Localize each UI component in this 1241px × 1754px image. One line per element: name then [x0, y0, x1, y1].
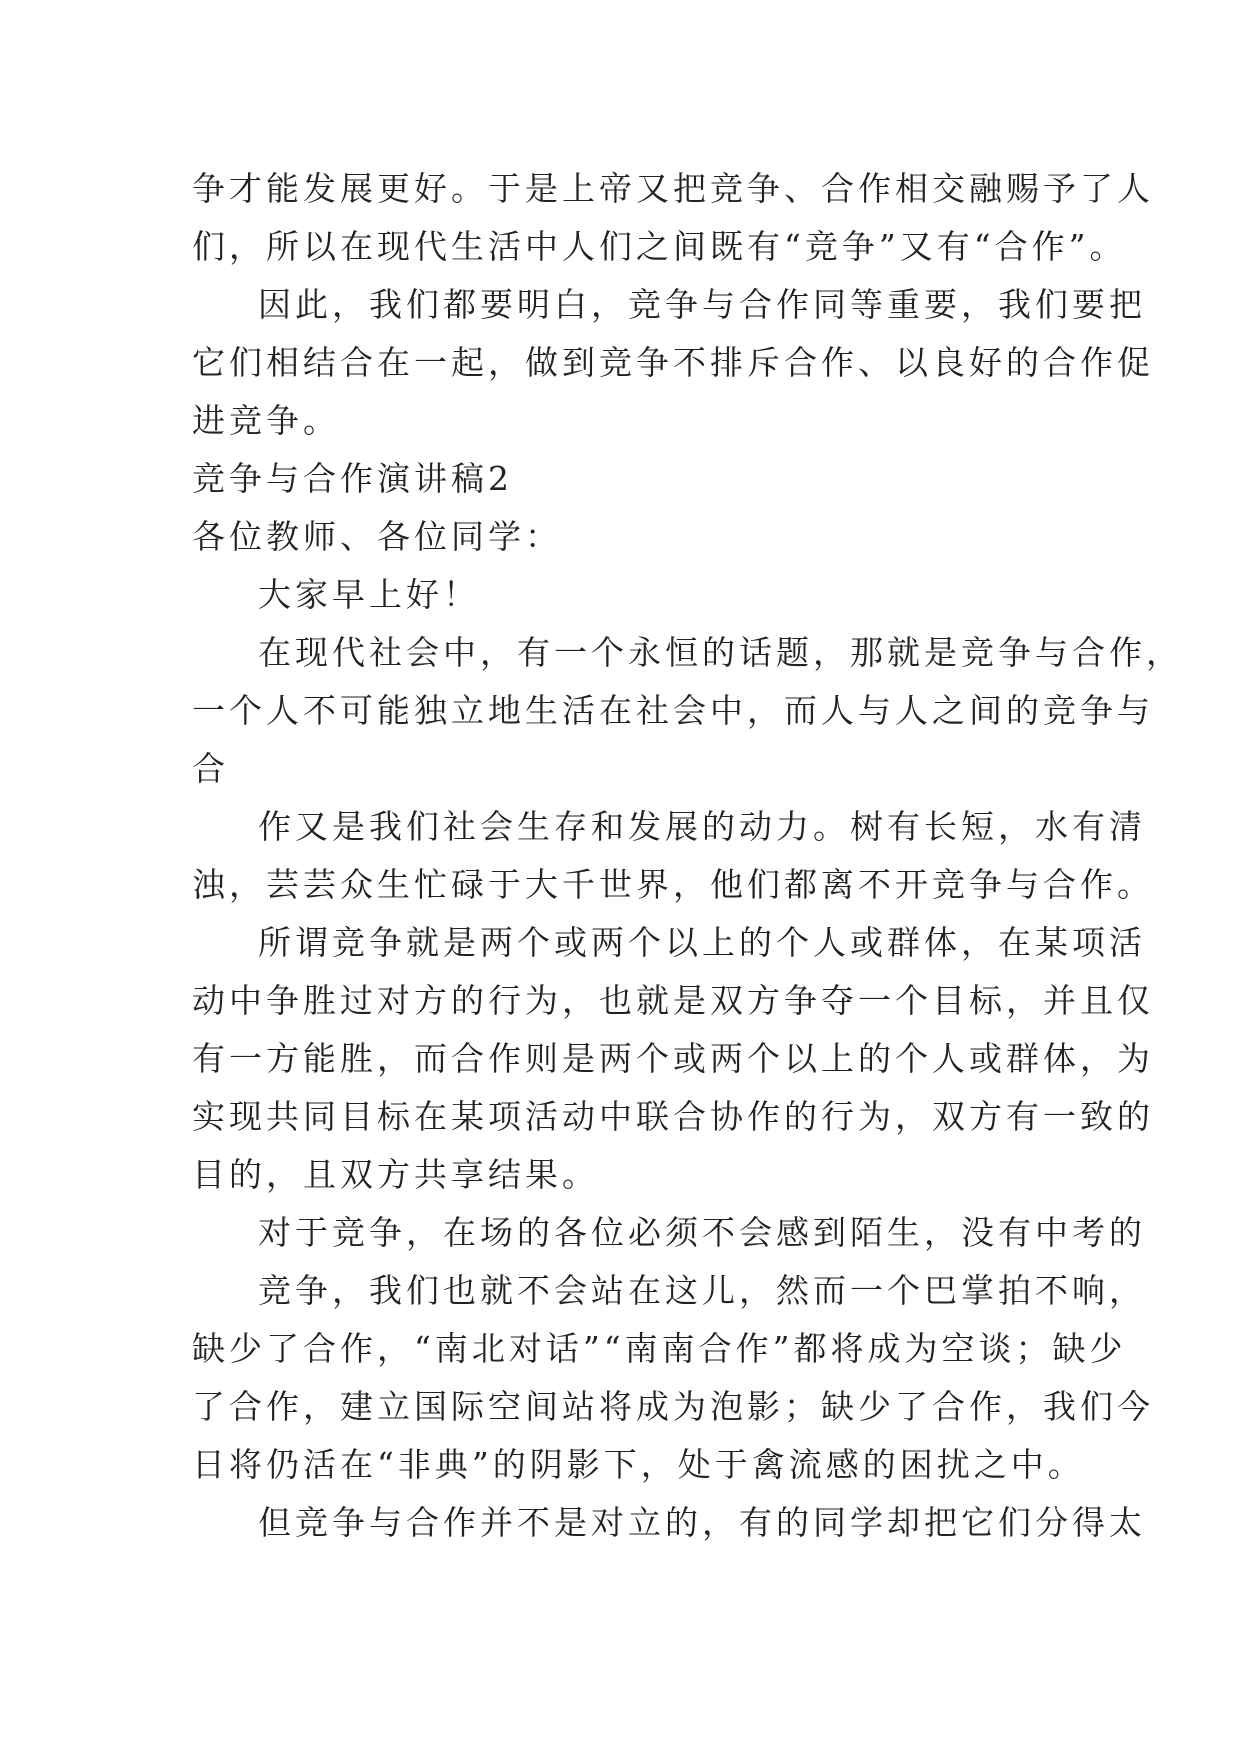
text-line: 们，所以在现代生活中人们之间既有“竞争”又有“合作”。 [192, 227, 1127, 266]
text-line: 但竞争与合作并不是对立的，有的同学却把它们分得太 [258, 1503, 1146, 1542]
text-line: 有一方能胜，而合作则是两个或两个以上的个人或群体，为 [192, 1039, 1154, 1078]
text-line: 动中争胜过对方的行为，也就是双方争夺一个目标，并且仅 [192, 981, 1154, 1020]
text-line: 竞争，我们也就不会站在这儿，然而一个巴掌拍不响， [258, 1271, 1146, 1310]
text-line: 实现共同目标在某项活动中联合协作的行为，双方有一致的 [192, 1097, 1154, 1136]
text-line: 合 [192, 749, 229, 788]
greeting: 大家早上好！ [258, 575, 480, 614]
text-line: 在现代社会中，有一个永恒的话题，那就是竞争与合作， [258, 633, 1183, 672]
text-line: 它们相结合在一起，做到竞争不排斥合作、以良好的合作促 [192, 343, 1154, 382]
text-line: 作又是我们社会生存和发展的动力。树有长短，水有清 [258, 807, 1146, 846]
text-line: 对于竞争，在场的各位必须不会感到陌生，没有中考的 [258, 1213, 1146, 1252]
text-line: 一个人不可能独立地生活在社会中，而人与人之间的竞争与 [192, 691, 1154, 730]
text-line: 缺少了合作，“南北对话”“南南合作”都将成为空谈；缺少 [192, 1329, 1127, 1368]
text-line: 浊，芸芸众生忙碌于大千世界，他们都离不开竞争与合作。 [192, 865, 1154, 904]
document-body [192, 160, 1183, 1552]
text-line: 日将仍活在“非典”的阴影下，处于禽流感的困扰之中。 [192, 1445, 1085, 1484]
section-heading: 竞争与合作演讲稿2 [192, 459, 513, 498]
text-line: 了合作，建立国际空间站将成为泡影；缺少了合作，我们今 [192, 1387, 1154, 1426]
text-line: 因此，我们都要明白，竞争与合作同等重要，我们要把 [258, 285, 1146, 324]
text-line: 进竞争。 [192, 401, 340, 440]
text-line: 目的，且双方共享结果。 [192, 1155, 599, 1194]
text-line: 争才能发展更好。于是上帝又把竞争、合作相交融赐予了人 [192, 169, 1154, 208]
text-line: 所谓竞争就是两个或两个以上的个人或群体，在某项活 [258, 923, 1146, 962]
salutation: 各位教师、各位同学： [192, 517, 562, 556]
